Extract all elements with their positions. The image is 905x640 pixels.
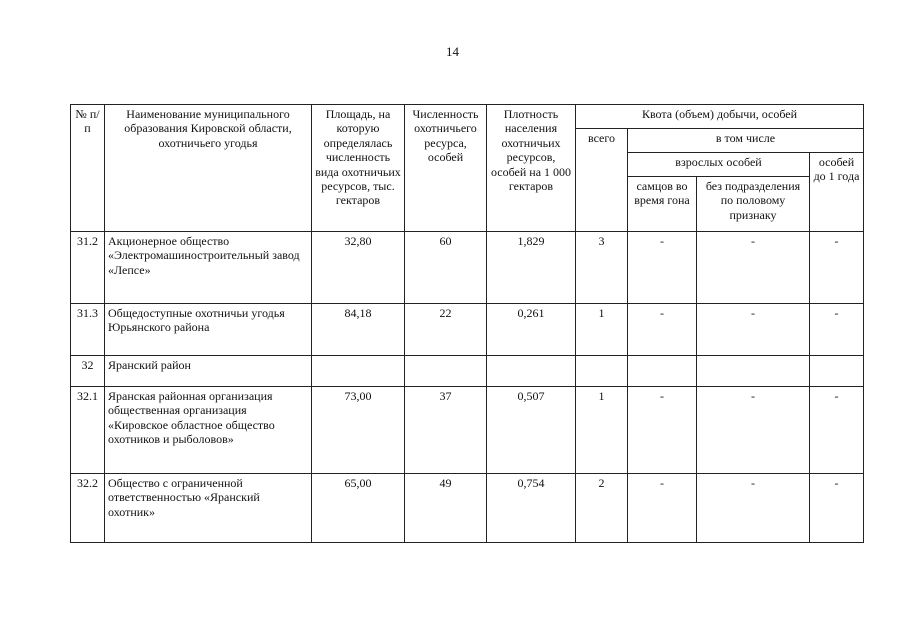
header-quota: Квота (объем) добычи, особей (576, 105, 864, 129)
table-row (71, 387, 864, 474)
cell-area: 73,00 (312, 387, 405, 474)
cell-num: 31.3 (71, 304, 105, 356)
cell-juveniles: - (810, 232, 864, 304)
cell-count: 60 (405, 232, 487, 304)
cell-density (487, 356, 576, 387)
header-no-sex-division: без подразделения по половому признаку (697, 177, 810, 232)
cell-total (576, 356, 628, 387)
cell-num: 32 (71, 356, 105, 387)
header-males-rut: самцов во время гона (628, 177, 697, 232)
cell-juveniles: - (810, 304, 864, 356)
cell-name: Общество с ограниченной ответственностью «Яранский охотник» (105, 474, 312, 543)
cell-num: 32.2 (71, 474, 105, 543)
table-row (71, 232, 864, 304)
cell-density: 0,754 (487, 474, 576, 543)
cell-no-sex-division: - (697, 387, 810, 474)
quota-table (70, 104, 864, 543)
cell-no-sex-division: - (697, 474, 810, 543)
cell-count (405, 356, 487, 387)
header-num: № п/п (71, 105, 105, 232)
cell-males-rut: - (628, 387, 697, 474)
page-number: 14 (446, 44, 459, 59)
header-juveniles: особей до 1 года (810, 153, 864, 232)
cell-males-rut (628, 356, 697, 387)
cell-area (312, 356, 405, 387)
header-adults: взрослых особей (628, 153, 810, 177)
cell-total: 1 (576, 387, 628, 474)
cell-num: 32.1 (71, 387, 105, 474)
cell-total: 1 (576, 304, 628, 356)
cell-name: Общедоступные охотничьи угодья Юрьянского района (105, 304, 312, 356)
cell-count: 22 (405, 304, 487, 356)
table-row (71, 356, 864, 387)
cell-no-sex-division: - (697, 304, 810, 356)
cell-area: 32,80 (312, 232, 405, 304)
cell-no-sex-division: - (697, 232, 810, 304)
header-count: Численность охотничьего ресурса, особей (405, 105, 487, 232)
cell-count: 49 (405, 474, 487, 543)
table-row (71, 474, 864, 543)
cell-density: 0,261 (487, 304, 576, 356)
header-area: Площадь, на которую определялась численность вида охотничьих ресурсов, тыс. гектаров (312, 105, 405, 232)
cell-name: Яранский район (105, 356, 312, 387)
cell-area: 84,18 (312, 304, 405, 356)
cell-area: 65,00 (312, 474, 405, 543)
cell-males-rut: - (628, 474, 697, 543)
cell-juveniles: - (810, 474, 864, 543)
table-row (71, 304, 864, 356)
cell-males-rut: - (628, 304, 697, 356)
cell-density: 0,507 (487, 387, 576, 474)
header-name: Наименование муниципального образования Кировской области, охотничьего угодья (105, 105, 312, 232)
header-total: всего (576, 129, 628, 232)
table-body (71, 232, 864, 543)
header-density: Плотность населения охотничьих ресурсов, особей на 1 000 гектаров (487, 105, 576, 232)
cell-num: 31.2 (71, 232, 105, 304)
cell-density: 1,829 (487, 232, 576, 304)
header-including: в том числе (628, 129, 864, 153)
cell-count: 37 (405, 387, 487, 474)
cell-no-sex-division (697, 356, 810, 387)
cell-juveniles: - (810, 387, 864, 474)
table-header (71, 105, 864, 232)
cell-males-rut: - (628, 232, 697, 304)
cell-total: 3 (576, 232, 628, 304)
cell-name: Акционерное общество «Электромашиностроительный завод «Лепсе» (105, 232, 312, 304)
cell-total: 2 (576, 474, 628, 543)
cell-juveniles (810, 356, 864, 387)
cell-name: Яранская районная организация общественная организация «Кировское областное общество охотников и рыболовов» (105, 387, 312, 474)
